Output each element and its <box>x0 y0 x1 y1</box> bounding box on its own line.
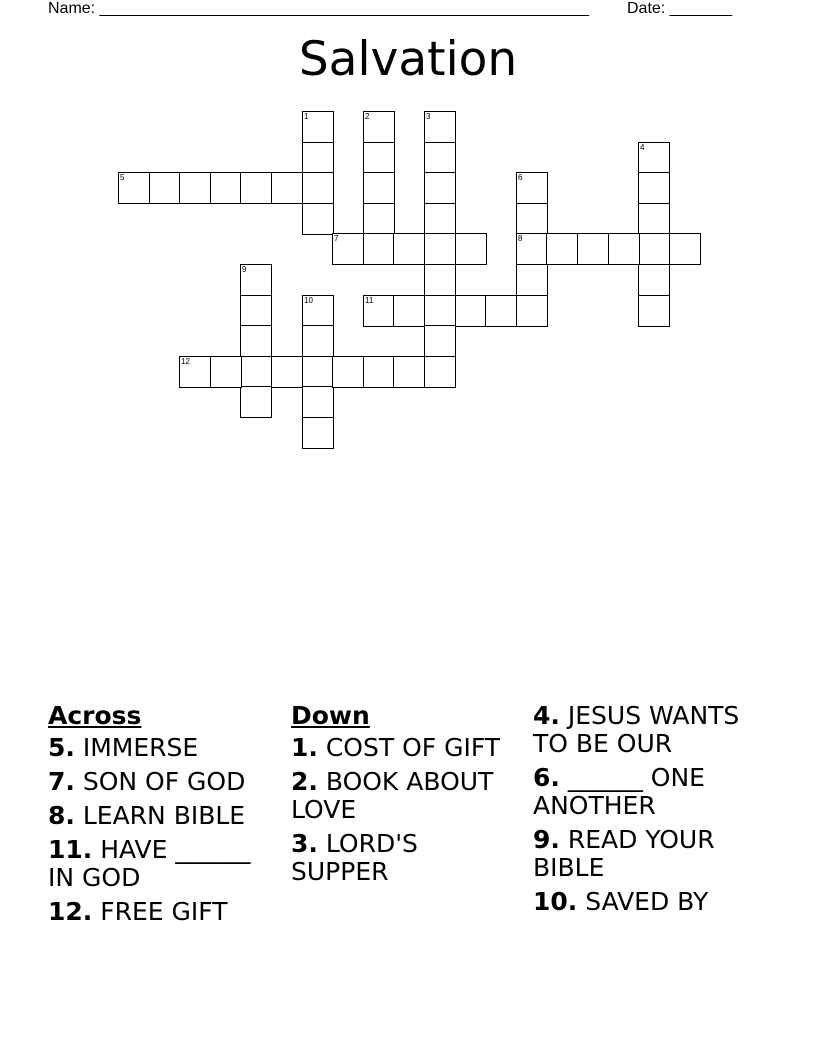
grid-cell[interactable] <box>638 172 670 204</box>
grid-cell[interactable] <box>118 172 150 204</box>
clue-number: 12. <box>48 897 93 926</box>
clue-number: 1. <box>291 733 318 762</box>
down-clues <box>291 702 516 892</box>
grid-cell[interactable] <box>516 203 548 235</box>
clue-text: BOOK ABOUT LOVE <box>291 767 494 824</box>
clue-number-label: 10 <box>304 296 313 305</box>
clue-across-7 <box>48 768 273 796</box>
clue-text: LEARN BIBLE <box>74 801 246 830</box>
grid-cell[interactable] <box>332 233 364 265</box>
grid-cell[interactable] <box>240 295 272 327</box>
grid-cell[interactable] <box>638 203 670 235</box>
clue-number-label: 7 <box>334 234 339 243</box>
down-heading: Down <box>291 701 370 730</box>
grid-cell[interactable] <box>424 111 456 143</box>
grid-cell[interactable] <box>302 386 334 418</box>
grid-cell[interactable] <box>302 356 334 388</box>
clue-number-label: 6 <box>518 173 523 182</box>
clue-number-label: 9 <box>242 265 247 274</box>
clue-text: IMMERSE <box>74 733 199 762</box>
clue-text: JESUS WANTS TO BE OUR <box>533 701 740 758</box>
clue-number-label: 3 <box>426 112 431 121</box>
clue-number: 4. <box>533 701 560 730</box>
grid-cell[interactable] <box>240 264 272 296</box>
grid-cell[interactable] <box>516 233 548 265</box>
grid-cell[interactable] <box>363 172 395 204</box>
clue-text: READ YOUR BIBLE <box>533 825 715 882</box>
grid-cell[interactable] <box>393 233 425 265</box>
clue-down-4 <box>533 702 758 758</box>
clue-number-label: 2 <box>365 112 370 121</box>
grid-cell[interactable] <box>302 111 334 143</box>
grid-cell[interactable] <box>363 203 395 235</box>
grid-cell[interactable] <box>424 142 456 174</box>
date-field[interactable]: Date: _______ <box>627 0 732 17</box>
across-clues <box>48 702 273 932</box>
clue-number: 5. <box>48 733 75 762</box>
grid-cell[interactable] <box>638 295 670 327</box>
puzzle-title: Salvation <box>298 32 518 87</box>
grid-cell[interactable] <box>516 264 548 296</box>
across-heading: Across <box>48 701 142 730</box>
clue-number: 7. <box>48 767 75 796</box>
clue-across-11 <box>48 836 273 892</box>
name-field[interactable]: Name: _______________________________________________________ <box>48 0 589 17</box>
clue-number: 8. <box>48 801 75 830</box>
grid-cell[interactable] <box>455 233 487 265</box>
clue-text: FREE GIFT <box>92 897 228 926</box>
grid-cell[interactable] <box>424 172 456 204</box>
clue-number-label: 8 <box>518 234 523 243</box>
grid-cell[interactable] <box>240 325 272 357</box>
clue-down-10 <box>533 888 758 916</box>
grid-cell[interactable] <box>302 172 334 204</box>
clue-across-5 <box>48 734 273 762</box>
grid-cell[interactable] <box>240 356 272 388</box>
grid-cell[interactable] <box>516 295 548 327</box>
grid-cell[interactable] <box>302 295 334 327</box>
crossword-grid <box>0 0 816 460</box>
grid-cell[interactable] <box>577 233 609 265</box>
clue-across-12 <box>48 898 273 926</box>
grid-cell[interactable] <box>638 264 670 296</box>
grid-cell[interactable] <box>424 264 456 296</box>
clue-number-label: 11 <box>365 296 374 305</box>
grid-cell[interactable] <box>424 203 456 235</box>
grid-cell[interactable] <box>638 233 670 265</box>
grid-cell[interactable] <box>302 417 334 449</box>
grid-cell[interactable] <box>455 295 487 327</box>
grid-cell[interactable] <box>240 386 272 418</box>
grid-cell[interactable] <box>424 325 456 357</box>
clue-text: COST OF GIFT <box>317 733 501 762</box>
grid-cell[interactable] <box>302 325 334 357</box>
clue-number-label: 1 <box>304 112 309 121</box>
grid-cell[interactable] <box>179 172 211 204</box>
grid-cell[interactable] <box>608 233 640 265</box>
grid-cell[interactable] <box>240 172 272 204</box>
grid-cell[interactable] <box>424 356 456 388</box>
grid-cell[interactable] <box>363 356 395 388</box>
clue-text: HAVE ______ IN GOD <box>48 835 251 892</box>
clue-down-2 <box>291 768 516 824</box>
clue-down-6 <box>533 764 758 820</box>
clue-text: LORD'S SUPPER <box>291 829 418 886</box>
clue-text: ______ ONE ANOTHER <box>533 763 705 820</box>
grid-cell[interactable] <box>210 172 242 204</box>
clue-number: 2. <box>291 767 318 796</box>
grid-cell[interactable] <box>363 142 395 174</box>
clue-number-label: 5 <box>120 173 125 182</box>
grid-cell[interactable] <box>271 172 303 204</box>
grid-cell[interactable] <box>210 356 242 388</box>
clue-down-1 <box>291 734 516 762</box>
grid-cell[interactable] <box>638 142 670 174</box>
clue-down-9 <box>533 826 758 882</box>
grid-cell[interactable] <box>179 356 211 388</box>
grid-cell[interactable] <box>302 142 334 174</box>
clue-down-3 <box>291 830 516 886</box>
grid-cell[interactable] <box>516 172 548 204</box>
clue-number: 11. <box>48 835 93 864</box>
clue-number: 9. <box>533 825 560 854</box>
grid-cell[interactable] <box>332 356 364 388</box>
clue-number: 6. <box>533 763 560 792</box>
grid-cell[interactable] <box>669 233 701 265</box>
grid-cell[interactable] <box>271 356 303 388</box>
clue-number: 3. <box>291 829 318 858</box>
clue-text: SAVED BY <box>577 887 709 916</box>
grid-cell[interactable] <box>424 233 456 265</box>
grid-cell[interactable] <box>302 203 334 235</box>
grid-cell[interactable] <box>149 172 181 204</box>
grid-cell[interactable] <box>424 295 456 327</box>
down-clues-continued <box>533 702 758 922</box>
grid-cell[interactable] <box>363 295 395 327</box>
grid-cell[interactable] <box>485 295 517 327</box>
clue-across-8 <box>48 802 273 830</box>
grid-cell[interactable] <box>363 111 395 143</box>
clue-number-label: 12 <box>181 357 190 366</box>
clue-number: 10. <box>533 887 578 916</box>
grid-cell[interactable] <box>393 356 425 388</box>
grid-cell[interactable] <box>363 233 395 265</box>
grid-cell[interactable] <box>546 233 578 265</box>
clue-number-label: 4 <box>640 143 645 152</box>
grid-cell[interactable] <box>393 295 425 327</box>
clue-text: SON OF GOD <box>74 767 246 796</box>
